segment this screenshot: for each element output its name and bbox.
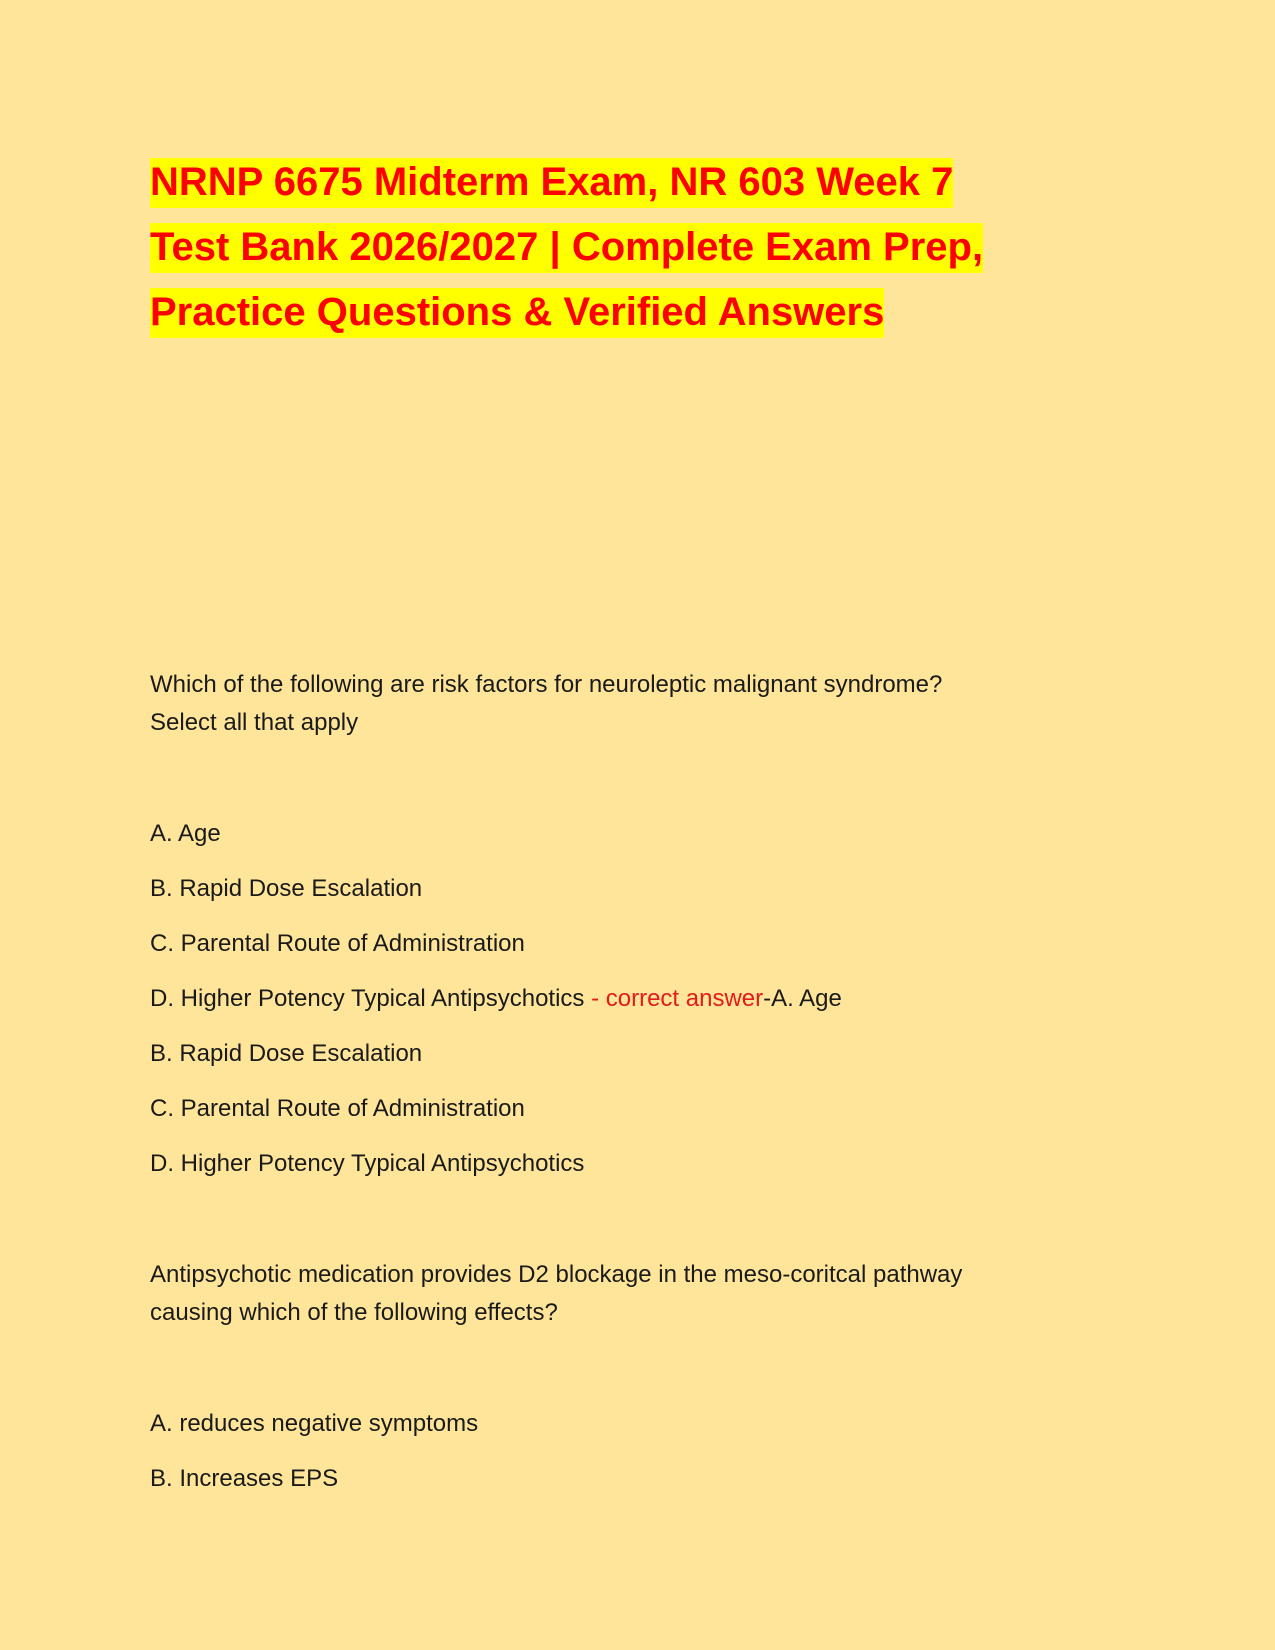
question-1-option-b: B. Rapid Dose Escalation bbox=[150, 875, 423, 902]
title-highlight: NRNP 6675 Midterm Exam, NR 603 Week 7 Test Bank 2026/2027 | Complete Exam Prep, Practice Questions & Verified Answers bbox=[150, 158, 983, 338]
answer-repeat-c: C. Parental Route of Administration bbox=[150, 1095, 525, 1122]
question-1-text bbox=[150, 666, 942, 742]
question-2-option-b: B. Increases EPS bbox=[150, 1465, 339, 1492]
answer-repeat-a: -A. Age bbox=[763, 985, 842, 1012]
question-2-line: causing which of the following effects? bbox=[150, 1299, 558, 1326]
answer-repeat-b: B. Rapid Dose Escalation bbox=[150, 1040, 423, 1067]
question-1-option-d: D. Higher Potency Typical Antipsychotics bbox=[150, 985, 592, 1012]
question-2-text bbox=[150, 1256, 962, 1332]
question-1-line: Select all that apply bbox=[150, 709, 359, 736]
question-1-answer-line bbox=[150, 983, 842, 1015]
question-2-line: Antipsychotic medication provides D2 blockage in the meso-coritcal pathway bbox=[150, 1261, 963, 1288]
question-1-line: Which of the following are risk factors for neuroleptic malignant syndrome? bbox=[150, 671, 943, 698]
document-page bbox=[150, 0, 1150, 1650]
question-1-option-a: A. Age bbox=[150, 820, 221, 847]
answer-repeat-d: D. Higher Potency Typical Antipsychotics bbox=[150, 1150, 585, 1177]
question-1-option-c: C. Parental Route of Administration bbox=[150, 930, 525, 957]
document-title bbox=[150, 150, 1110, 345]
correct-answer-marker: - correct answer bbox=[591, 985, 764, 1012]
question-2-option-a: A. reduces negative symptoms bbox=[150, 1410, 479, 1437]
